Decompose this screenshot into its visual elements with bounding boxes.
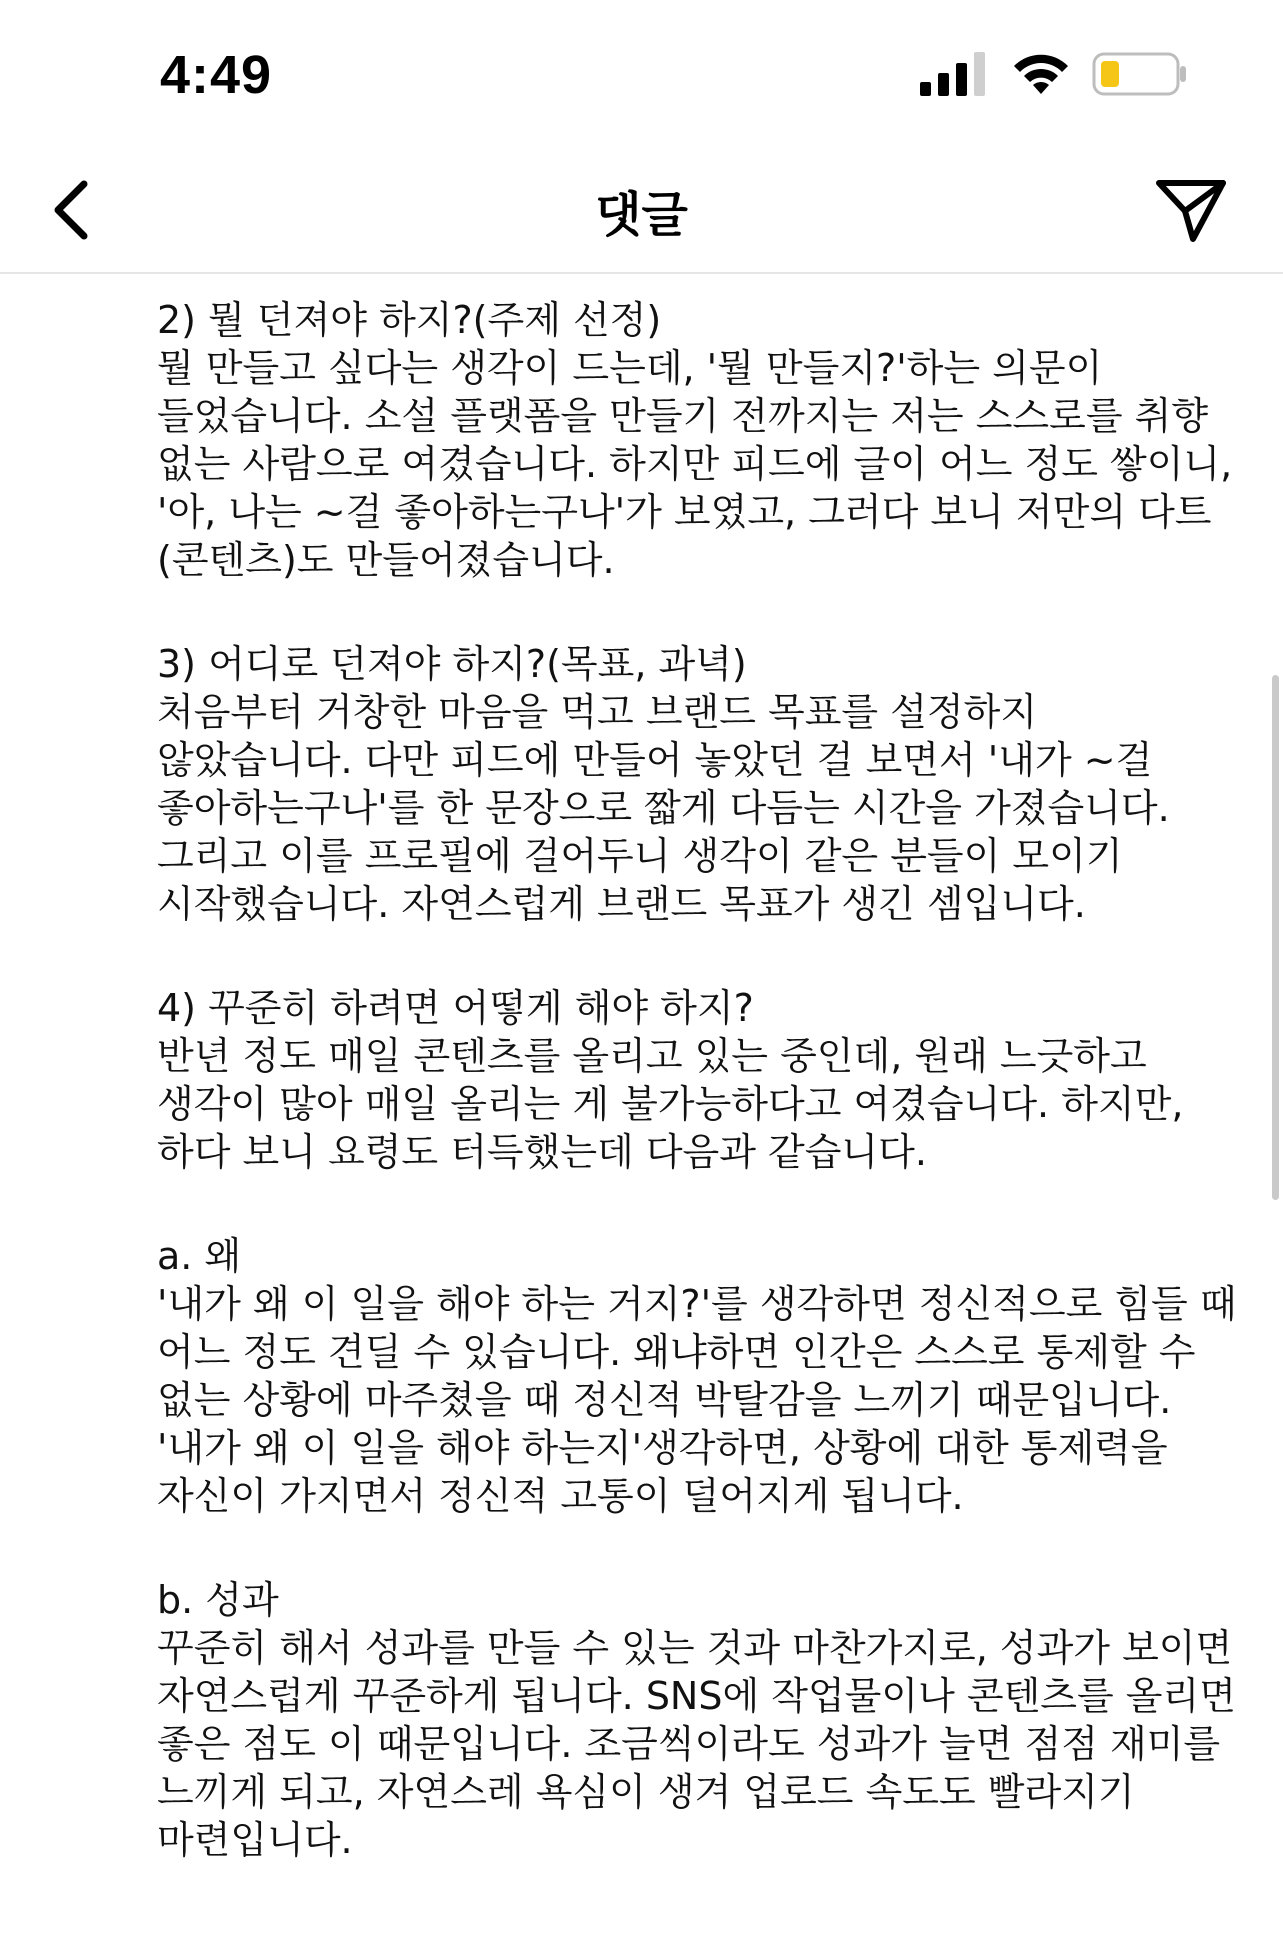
page-title: 댓글 — [595, 187, 688, 243]
section-consistency — [157, 984, 1237, 1176]
wifi-icon — [1010, 50, 1072, 96]
section-topic — [157, 296, 1237, 584]
section-heading: a. 왜 — [157, 1234, 242, 1278]
section-body: 뭘 만들고 싶다는 생각이 드는데, '뭘 만들지?'하는 의문이 들었습니다. 소설 플랫폼을 만들기 전까지는 저는 스스로를 취향 없는 사람으로 여겼습니다. 하지만 피드에 글이 어느 정도 쌓이니, '아, 나는 ~걸 좋아하는구나'가 보였고, 그러다 보니 저만의 다트(콘텐츠)도 만들어졌습니다. — [157, 346, 1233, 582]
battery-icon — [1092, 50, 1188, 98]
section-heading: 3) 어디로 던져야 하지?(목표, 과녁) — [157, 642, 747, 686]
send-icon — [1155, 177, 1227, 243]
nav-bar — [0, 150, 1283, 274]
section-heading: 2) 뭘 던져야 하지?(주제 선정) — [157, 298, 662, 342]
section-body: 꾸준히 해서 성과를 만들 수 있는 것과 마찬가지로, 성과가 보이면 자연스럽게 꾸준하게 됩니다. SNS에 작업물이나 콘텐츠를 올리면 좋은 점도 이 때문입니다. 조금씩이라도 성과가 늘면 점점 재미를 느끼게 되고, 자연스레 욕심이 생겨 업로드 속도도 빨라지기 마련입니다. — [157, 1626, 1236, 1862]
status-bar — [0, 0, 1283, 150]
scrollbar[interactable] — [1272, 675, 1279, 1200]
section-goal — [157, 640, 1237, 928]
section-why — [157, 1232, 1237, 1520]
section-body: 처음부터 거창한 마음을 먹고 브랜드 목표를 설정하지 않았습니다. 다만 피드에 만들어 놓았던 걸 보면서 '내가 ~걸 좋아하는구나'를 한 문장으로 짧게 다듬는 시간을 가졌습니다. 그리고 이를 프로필에 걸어두니 생각이 같은 분들이 모이기 시작했습니다. 자연스럽게 브랜드 목표가 생긴 셈입니다. — [157, 690, 1170, 926]
section-body: '내가 왜 이 일을 해야 하는 거지?'를 생각하면 정신적으로 힘들 때 어느 정도 견딜 수 있습니다. 왜냐하면 인간은 스스로 통제할 수 없는 상황에 마주쳤을 때 정신적 박탈감을 느끼기 때문입니다. '내가 왜 이 일을 해야 하는지'생각하면, 상황에 대한 통제력을 자신이 가지면서 정신적 고통이 덜어지게 됩니다. — [157, 1282, 1237, 1518]
section-heading: 4) 꾸준히 하려면 어떻게 해야 하지? — [157, 986, 754, 1030]
share-button[interactable] — [1149, 168, 1233, 252]
section-body: 반년 정도 매일 콘텐츠를 올리고 있는 중인데, 원래 느긋하고 생각이 많아 매일 올리는 게 불가능하다고 여겼습니다. 하지만, 하다 보니 요령도 터득했는데 다음과 같습니다. — [157, 1034, 1184, 1174]
comment-content — [157, 296, 1237, 1920]
section-heading: b. 성과 — [157, 1578, 279, 1622]
status-time: 4:49 — [160, 45, 273, 105]
section-results — [157, 1576, 1237, 1864]
cellular-signal-icon — [920, 52, 988, 96]
